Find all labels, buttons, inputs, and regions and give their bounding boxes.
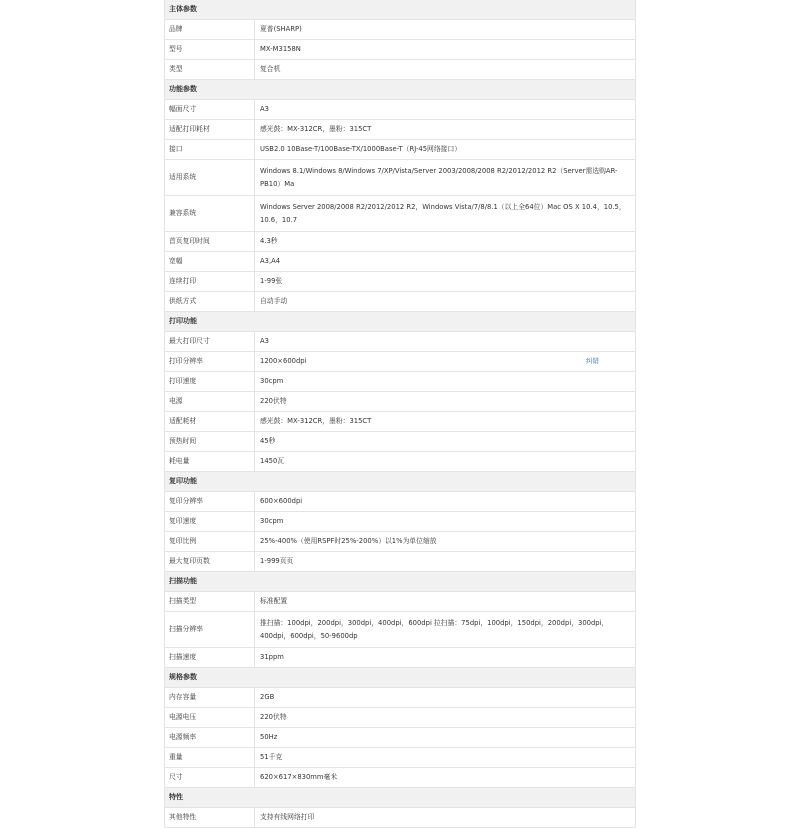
spec-label: 兼容系统 [165,196,255,231]
spec-label: 型号 [165,40,255,59]
spec-value-cell [255,532,635,551]
spec-value: Windows Server 2008/2008 R2/2012/2012 R2，Windows Vista/7/8/8.1（以上全64位）Mac OS X 10.4，10.5，10.6，10.7 [260,202,626,224]
spec-row [165,412,635,432]
spec-value: 标准配置 [260,597,288,605]
spec-value: USB2.0 10Base-T/100Base-TX/1000Base-T（RJ-45网络接口） [260,145,462,153]
spec-row [165,748,635,768]
spec-label: 扫描分辨率 [165,612,255,647]
spec-label: 电源频率 [165,728,255,747]
section-header: 特性 [165,788,635,808]
spec-label: 最大打印尺寸 [165,332,255,351]
spec-value-cell [255,252,635,271]
spec-row [165,688,635,708]
spec-value-cell [255,20,635,39]
spec-value-cell [255,160,635,195]
spec-row [165,708,635,728]
spec-value-cell [255,412,635,431]
spec-value-cell [255,688,635,707]
spec-value-cell [255,512,635,531]
spec-value: 50Hz [260,733,278,741]
spec-label: 适用系统 [165,160,255,195]
spec-label: 供纸方式 [165,292,255,311]
spec-row [165,768,635,788]
spec-value: A3 [260,337,269,345]
spec-value-cell [255,612,635,647]
spec-value: 2GB [260,693,275,701]
spec-value: 1200×600dpi [260,357,307,365]
spec-value: 自动手动 [260,297,288,305]
spec-label: 打印速度 [165,372,255,391]
spec-value: 复合机 [260,65,281,73]
spec-value: 夏普(SHARP) [260,25,302,33]
spec-label: 耗电量 [165,452,255,471]
spec-row [165,552,635,572]
spec-value: Windows 8.1/Windows 8/Windows 7/XP/Vista/Server 2003/2008/2008 R2/2012/2012 R2（Server需选购AR-PB10）Ma [260,166,618,188]
spec-value-cell [255,648,635,667]
section-header: 主体参数 [165,0,635,20]
spec-row [165,612,635,648]
spec-value: A3 [260,105,269,113]
spec-row [165,60,635,80]
spec-label: 内存容量 [165,688,255,707]
spec-value-cell [255,768,635,787]
spec-value-cell [255,100,635,119]
spec-value: 4.3秒 [260,237,278,245]
spec-label: 适配打印耗材 [165,120,255,139]
section-header: 复印功能 [165,472,635,492]
spec-value: 220伏特 [260,397,287,405]
spec-row [165,432,635,452]
spec-row [165,252,635,272]
spec-row [165,232,635,252]
spec-value: 1-999页页 [260,557,294,565]
spec-row [165,452,635,472]
spec-label: 最大复印页数 [165,552,255,571]
spec-row [165,648,635,668]
spec-label: 重量 [165,748,255,767]
spec-label: 其他特性 [165,808,255,827]
section-header: 扫描功能 [165,572,635,592]
spec-value: A3,A4 [260,257,281,265]
spec-label: 尺寸 [165,768,255,787]
spec-value-cell [255,352,635,371]
spec-row [165,196,635,232]
spec-value-cell [255,196,635,231]
spec-value: 感光鼓：MX-312CR，墨粉：315CT [260,125,372,133]
spec-row [165,40,635,60]
spec-row [165,492,635,512]
spec-label: 扫描速度 [165,648,255,667]
spec-value-cell [255,452,635,471]
spec-label: 电源 [165,392,255,411]
spec-value-cell [255,120,635,139]
spec-value: 推扫描：100dpi，200dpi，300dpi，400dpi，600dpi 拉扫描：75dpi，100dpi，150dpi，200dpi，300dpi，400dpi，600dpi，50-9600dp [260,618,609,640]
spec-value-cell [255,432,635,451]
spec-row [165,728,635,748]
spec-value: 1-99张 [260,277,283,285]
spec-value: 30cpm [260,517,284,525]
spec-value-cell [255,728,635,747]
spec-value: MX-M3158N [260,45,301,53]
correction-link[interactable]: 纠错 [586,357,599,365]
spec-label: 预热时间 [165,432,255,451]
spec-value-cell [255,60,635,79]
spec-value: 600×600dpi [260,497,303,505]
spec-row [165,352,635,372]
spec-value-cell [255,140,635,159]
spec-value-cell [255,748,635,767]
spec-value-cell [255,272,635,291]
spec-label: 幅面尺寸 [165,100,255,119]
spec-row [165,100,635,120]
spec-value-cell [255,552,635,571]
spec-label: 扫描类型 [165,592,255,611]
section-header: 打印功能 [165,312,635,332]
spec-label: 连续打印 [165,272,255,291]
spec-value: 220伏特 [260,713,287,721]
section-header: 功能参数 [165,80,635,100]
spec-value-cell [255,708,635,727]
spec-value-cell [255,40,635,59]
spec-value: 支持有线网络打印 [260,813,315,821]
spec-value: 30cpm [260,377,284,385]
spec-value-cell [255,372,635,391]
spec-value: 1450瓦 [260,457,285,465]
spec-row [165,140,635,160]
spec-value: 31ppm [260,653,284,661]
spec-value-cell [255,232,635,251]
section-header: 规格参数 [165,668,635,688]
spec-row [165,808,635,828]
spec-label: 品牌 [165,20,255,39]
spec-label: 复印分辨率 [165,492,255,511]
spec-value-cell [255,808,635,827]
spec-row [165,120,635,140]
spec-label: 适配耗材 [165,412,255,431]
spec-label: 类型 [165,60,255,79]
spec-value: 感光鼓：MX-312CR，墨粉：315CT [260,417,372,425]
spec-row [165,272,635,292]
spec-row [165,20,635,40]
spec-value-cell [255,492,635,511]
spec-row [165,332,635,352]
spec-row [165,592,635,612]
spec-row [165,532,635,552]
spec-value-cell [255,332,635,351]
spec-label: 复印速度 [165,512,255,531]
spec-table [164,0,636,828]
spec-value: 45秒 [260,437,276,445]
spec-label: 复印比例 [165,532,255,551]
spec-value: 620×617×830mm毫米 [260,773,338,781]
spec-label: 接口 [165,140,255,159]
spec-value: 51千克 [260,753,283,761]
spec-row [165,392,635,412]
spec-row [165,372,635,392]
spec-value-cell [255,292,635,311]
spec-label: 首页复印时间 [165,232,255,251]
spec-row [165,160,635,196]
spec-value: 25%-400%（使用RSPF时25%-200%）以1%为单位缩放 [260,537,437,545]
spec-label: 宽幅 [165,252,255,271]
spec-row [165,512,635,532]
spec-value-cell [255,392,635,411]
spec-label: 电源电压 [165,708,255,727]
spec-row [165,292,635,312]
spec-value-cell [255,592,635,611]
spec-label: 打印分辨率 [165,352,255,371]
